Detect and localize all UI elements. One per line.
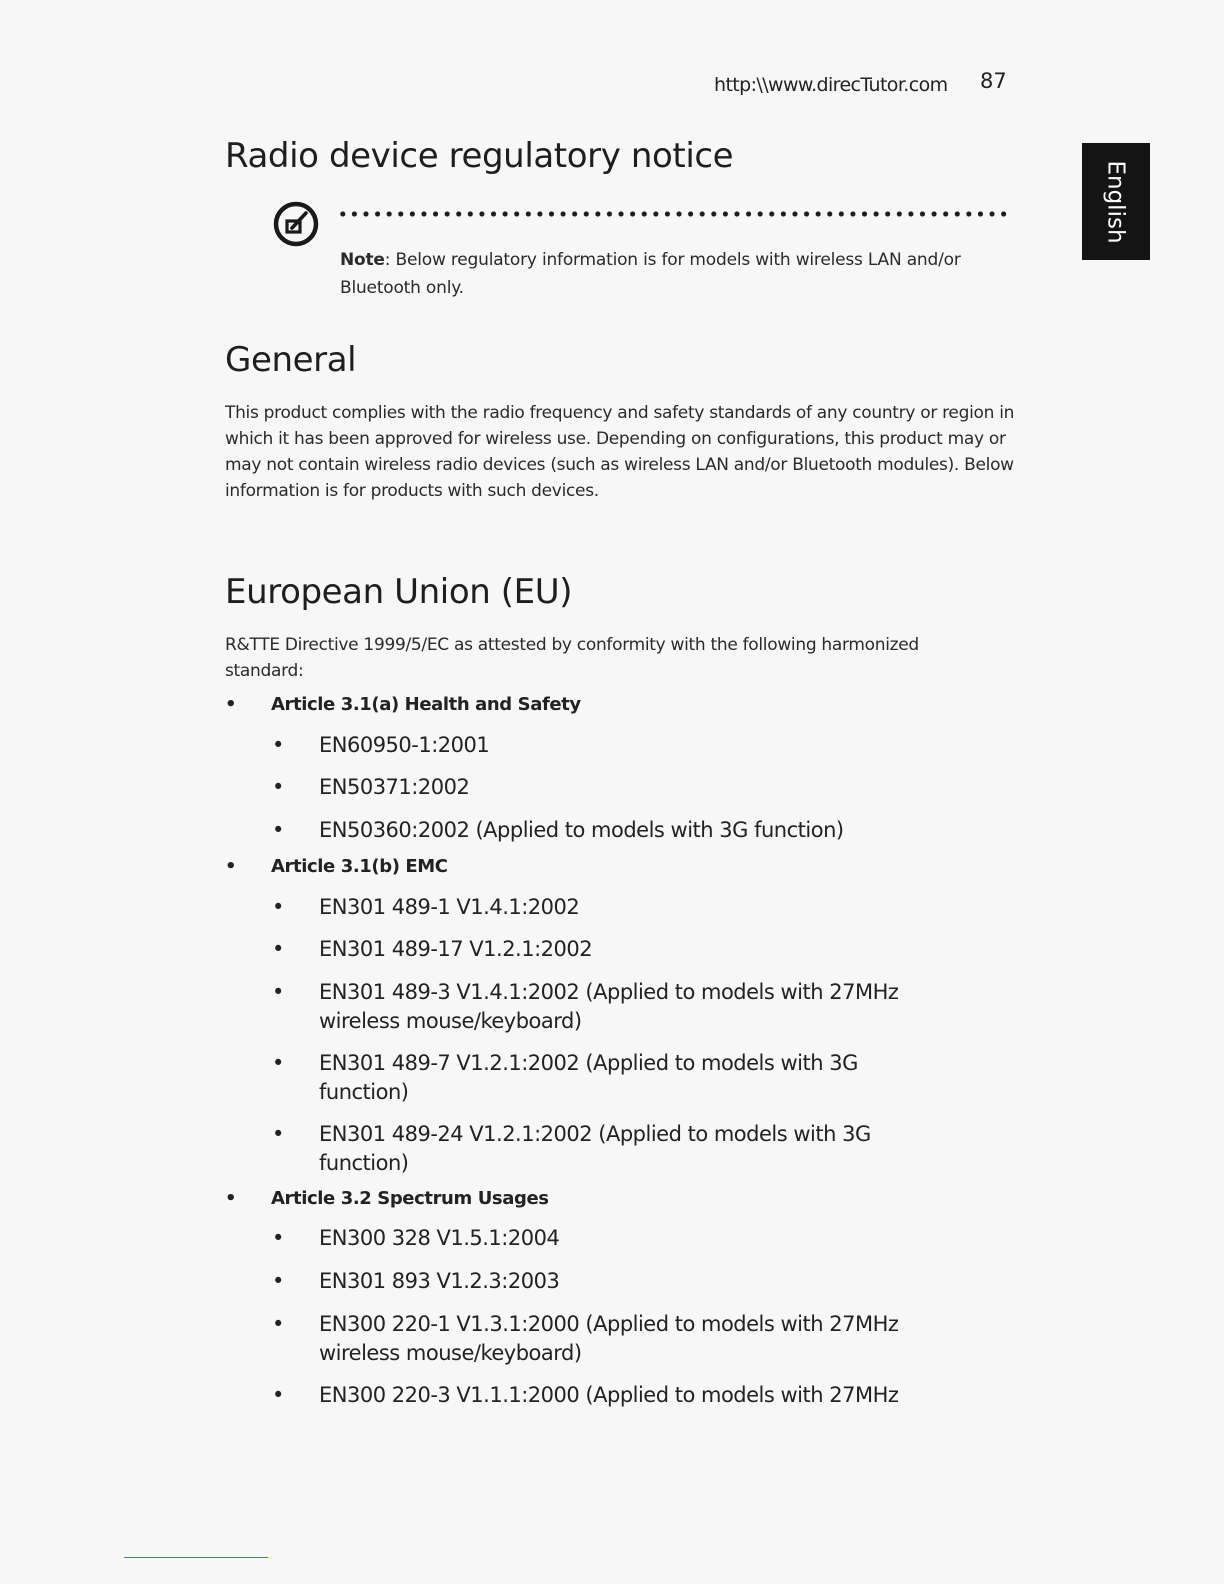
bullet: • — [272, 1383, 284, 1407]
note-body: : Below regulatory information is for models with wireless LAN and/or Bluetooth only. — [340, 250, 961, 298]
standard-text: EN50360:2002 (Applied to models with 3G function) — [319, 818, 844, 842]
standard-text: EN300 220-3 V1.1.1:2000 (Applied to models with 27MHz — [319, 1383, 899, 1407]
language-tab-label: English — [1103, 159, 1129, 244]
article-title: Article 3.1(a) Health and Safety — [271, 694, 581, 715]
page-number: 87 — [980, 69, 1007, 93]
general-paragraph: This product complies with the radio frequency and safety standards of any country or region in which it has been approved for wireless use. Depending on configurations, this product may or may not contain wireless radio devices (such as wireless LAN and/or Bluetooth modules). Below information is for products with such devices. — [225, 403, 1015, 501]
eu-intro: R&TTE Directive 1999/5/EC as attested by conformity with the following harmonized standard: — [225, 635, 919, 681]
bullet: • — [272, 733, 284, 757]
note-dotted-rule — [337, 208, 1009, 220]
bullet: • — [225, 694, 237, 715]
bullet: • — [272, 1269, 284, 1293]
standard-text: EN50371:2002 — [319, 775, 470, 799]
standard-text: EN301 489-24 V1.2.1:2002 (Applied to models with 3G function) — [319, 1122, 871, 1175]
bullet: • — [272, 1226, 284, 1250]
article-title: Article 3.1(b) EMC — [271, 856, 448, 877]
bullet: • — [272, 1312, 284, 1336]
standard-text: EN60950-1:2001 — [319, 733, 490, 757]
bullet: • — [272, 818, 284, 842]
standard-text: EN301 489-7 V1.2.1:2002 (Applied to models with 3G function) — [319, 1051, 858, 1104]
standard-text: EN300 328 V1.5.1:2004 — [319, 1226, 560, 1250]
note-pencil-icon — [273, 201, 319, 247]
bullet: • — [272, 895, 284, 919]
standard-text: EN301 489-1 V1.4.1:2002 — [319, 895, 580, 919]
heading-radio-notice: Radio device regulatory notice — [225, 136, 734, 176]
heading-eu: European Union (EU) — [225, 572, 573, 612]
bullet: • — [225, 856, 237, 877]
bullet: • — [272, 775, 284, 799]
bullet: • — [272, 1051, 284, 1075]
standard-text: EN301 489-3 V1.4.1:2002 (Applied to models with 27MHz wireless mouse/keyboard) — [319, 980, 899, 1033]
standard-text: EN301 489-17 V1.2.1:2002 — [319, 937, 593, 961]
language-side-tab — [1082, 143, 1150, 260]
standard-text: EN300 220-1 V1.3.1:2000 (Applied to models with 27MHz wireless mouse/keyboard) — [319, 1312, 899, 1365]
bullet: • — [272, 1122, 284, 1146]
heading-general: General — [225, 340, 357, 380]
article-title: Article 3.2 Spectrum Usages — [271, 1188, 549, 1209]
header-url: http:\\www.direcTutor.com — [714, 74, 948, 96]
footnote-rule — [124, 1557, 268, 1558]
note-label: Note — [340, 250, 385, 270]
bullet: • — [225, 1188, 237, 1209]
bullet: • — [272, 937, 284, 961]
bullet: • — [272, 980, 284, 1004]
standard-text: EN301 893 V1.2.3:2003 — [319, 1269, 560, 1293]
note-text — [340, 246, 980, 302]
